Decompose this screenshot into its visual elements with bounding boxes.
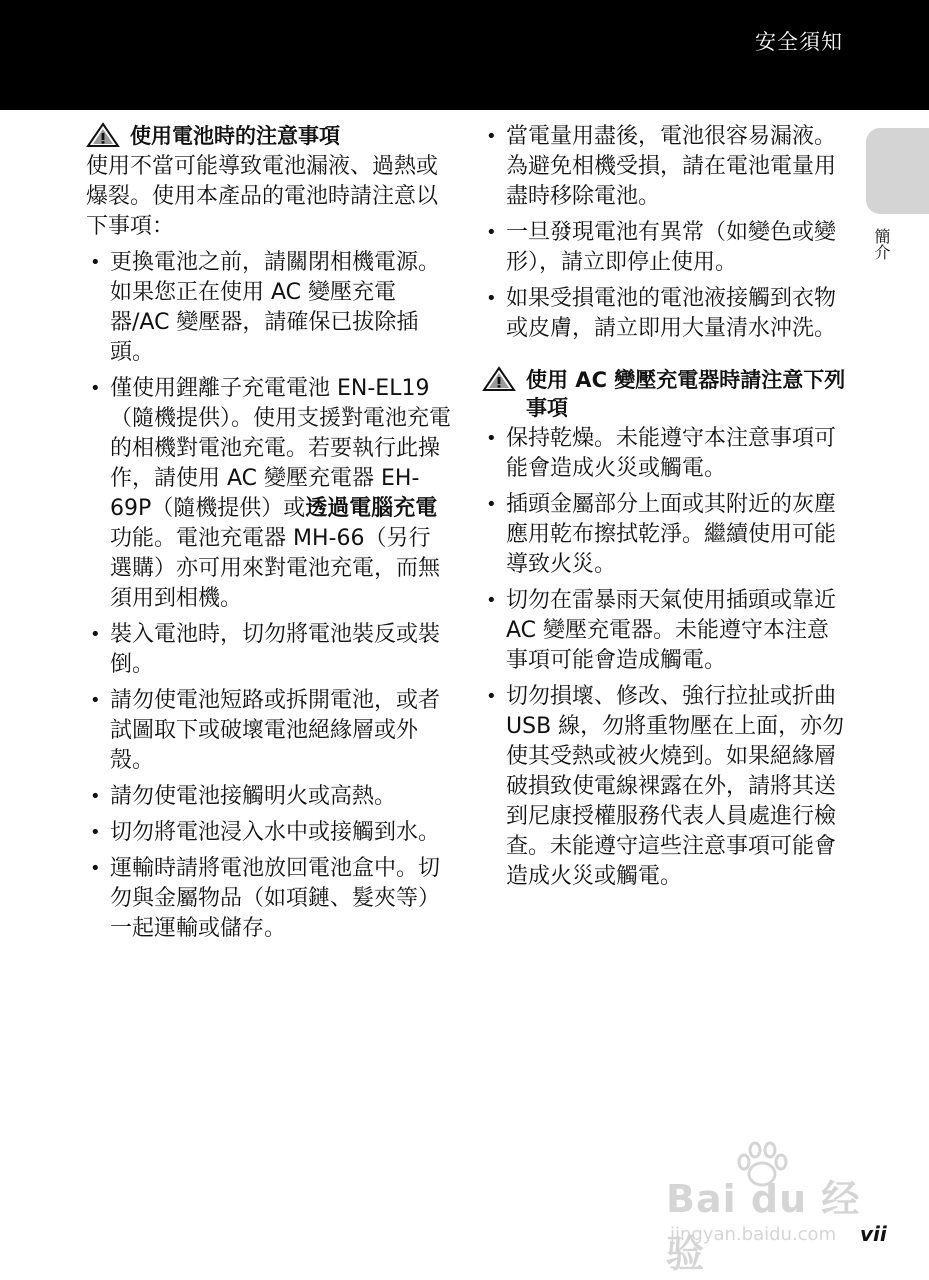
watermark-url: jingyan.baidu.com xyxy=(670,1224,837,1245)
bullet-glyph: • xyxy=(90,252,101,273)
ac-adapter-caution-list xyxy=(482,424,847,892)
list-item xyxy=(482,284,847,344)
list-item-text: 裝入電池時，切勿將電池裝反或裝倒。 xyxy=(110,622,441,677)
list-item-text: 保持乾燥。未能遵守本注意事項可能會造成火災或觸電。 xyxy=(506,426,837,481)
list-item-text: 功能。電池充電器 MH-66（另行選購）亦可用來對電池充電，而無須用到相機。 xyxy=(110,526,441,611)
bullet-glyph: • xyxy=(486,686,497,707)
bullet-glyph: • xyxy=(486,126,497,147)
list-item xyxy=(482,122,847,212)
battery-caution-heading xyxy=(86,122,451,150)
list-item-text: 更換電池之前，請關閉相機電源。如果您正在使用 AC 變壓充電器/AC 變壓器，請確保已拔除插頭。 xyxy=(110,250,441,365)
list-item xyxy=(86,686,451,776)
warning-triangle-icon xyxy=(86,122,120,148)
list-item-text: 如果受損電池的電池液接觸到衣物或皮膚，請立即用大量清水沖洗。 xyxy=(506,286,837,341)
list-item-text: 切勿將電池浸入水中或接觸到水。 xyxy=(110,820,441,845)
list-item xyxy=(482,424,847,484)
heading-text: 使用電池時的注意事項 xyxy=(130,124,340,148)
bullet-glyph: • xyxy=(486,222,497,243)
list-item xyxy=(86,854,451,944)
bullet-glyph: • xyxy=(486,494,497,515)
list-item-text: 插頭金屬部分上面或其附近的灰塵應用乾布擦拭乾淨。繼續使用可能導致火災。 xyxy=(506,492,837,577)
list-item xyxy=(86,374,451,614)
list-item xyxy=(482,586,847,676)
list-item-text: 請勿使電池接觸明火或高熱。 xyxy=(110,784,397,809)
bullet-glyph: • xyxy=(90,858,101,879)
watermark xyxy=(660,1140,880,1276)
bullet-glyph: • xyxy=(90,378,101,399)
bullet-glyph: • xyxy=(486,288,497,309)
right-column xyxy=(482,122,847,898)
list-item-text: 運輸時請將電池放回電池盒中。切勿與金屬物品（如項鏈、髮夾等）一起運輸或儲存。 xyxy=(110,856,441,941)
bullet-glyph: • xyxy=(90,690,101,711)
section-tab-label: 簡介 xyxy=(872,228,891,260)
header-bar xyxy=(0,0,929,110)
list-item xyxy=(482,682,847,892)
list-item xyxy=(86,818,451,848)
pc-charging-link[interactable]: 透過電腦充電 xyxy=(305,496,438,521)
bullet-glyph: • xyxy=(486,590,497,611)
list-item-text: 當電量用盡後，電池很容易漏液。為避免相機受損，請在電池電量用盡時移除電池。 xyxy=(506,124,837,209)
watermark-logo-text: Bai du 经验 xyxy=(666,1177,861,1276)
battery-caution-list xyxy=(86,248,451,944)
heading-text: 使用 AC 變壓充電器時請注意下列事項 xyxy=(526,368,846,420)
ac-adapter-caution-heading xyxy=(482,366,847,422)
list-item-text: 請勿使電池短路或拆開電池，或者試圖取下或破壞電池絕緣層或外殼。 xyxy=(110,688,441,773)
bullet-glyph: • xyxy=(90,822,101,843)
warning-triangle-icon xyxy=(482,366,516,392)
bullet-glyph: • xyxy=(90,786,101,807)
page-title: 安全須知 xyxy=(755,30,843,54)
intro-paragraph: 使用不當可能導致電池漏液、過熱或爆裂。使用本產品的電池時請注意以下事項： xyxy=(86,154,439,239)
list-item xyxy=(482,218,847,278)
list-item-text: 切勿損壞、修改、強行拉扯或折曲 USB 線，勿將重物壓在上面，亦勿使其受熱或被火燒到。如果絕緣層破損致使電線裸露在外，請將其送到尼康授權服務代表人員處進行檢查。未能遵守這些注意事項可能會造成火災或觸電。 xyxy=(506,684,845,889)
list-item-text: 僅使用鋰離子充電電池 EN-EL19（隨機提供）。使用支援對電池充電的相機對電池充電。若要執行此操作，請使用 AC 變壓充電器 EH-69P（隨機提供）或 xyxy=(110,376,452,521)
bullet-glyph: • xyxy=(486,428,497,449)
list-item-text: 一旦發現電池有異常（如變色或變形），請立即停止使用。 xyxy=(506,220,837,275)
page-number: vii xyxy=(860,1222,887,1246)
battery-caution-list-continued xyxy=(482,122,847,344)
bullet-glyph: • xyxy=(90,624,101,645)
section-tab[interactable] xyxy=(866,128,929,214)
left-column xyxy=(86,122,451,950)
list-item xyxy=(86,782,451,812)
list-item xyxy=(482,490,847,580)
list-item xyxy=(86,620,451,680)
list-item xyxy=(86,248,451,368)
list-item-text: 切勿在雷暴雨天氣使用插頭或靠近 AC 變壓充電器。未能遵守本注意事項可能會造成觸電。 xyxy=(506,588,837,673)
